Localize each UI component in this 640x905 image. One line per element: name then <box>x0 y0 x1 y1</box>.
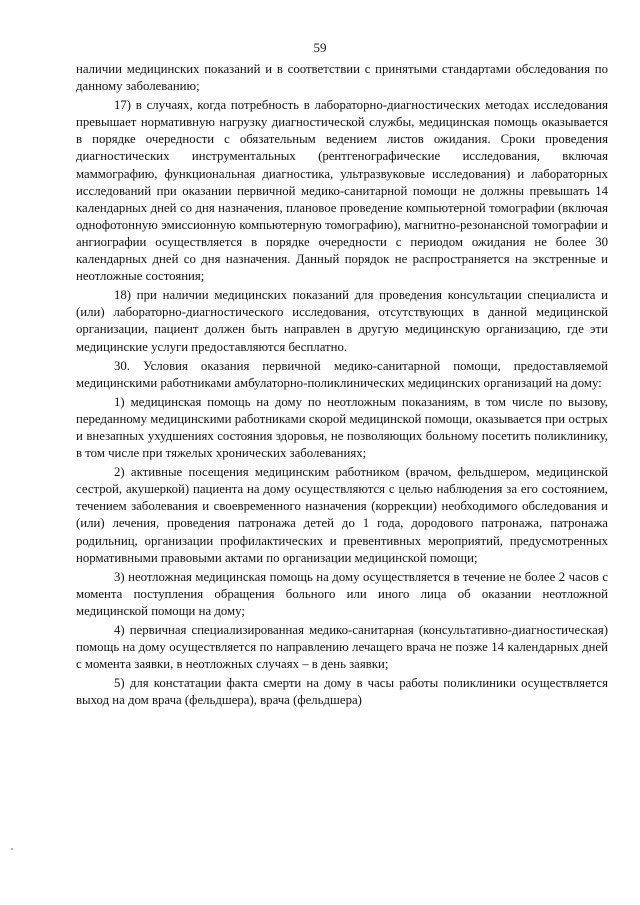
paragraph-section-30: 30. Условия оказания первичной медико-санитарной помощи, предоставляемой медицинскими работниками амбулаторно-поликлинических медицинских организаций на дому: <box>76 358 608 390</box>
body-text <box>76 61 608 711</box>
paragraph-item-4: 4) первичная специализированная медико-санитарная (консультативно-диагностическая) помощь на дому осуществляется по направлению лечащего врача не позже 14 календарных дней с момента заявки, в неотложных случаях – в день заявки; <box>76 623 608 672</box>
paragraph-item-2: 2) активные посещения медицинским работником (врачом, фельдшером, медицинской сестрой, акушеркой) пациента на дому осуществляются с целью наблюдения за его состоянием, течением заболевания и своевременного назначения (коррекции) необходимого обследования и (или) лечения, проведения патронажа детей до 1 года, дородового патронажа, патронажа родильниц, организации профилактических и превентивных мероприятий, предусмотренных нормативными правовыми актами по организации медицинской помощи; <box>76 465 608 565</box>
paragraph-item-5: 5) для констатации факта смерти на дому в часы работы поликлиники осуществляется выход на дом врача (фельдшера), врача (фельдшера) <box>76 676 608 708</box>
scan-speck <box>11 848 13 850</box>
page-number: 59 <box>313 40 327 55</box>
paragraph-continuation: наличии медицинских показаний и в соответствии с принятыми стандартами обследования по данному заболеванию; <box>76 62 608 94</box>
paragraph-item-18: 18) при наличии медицинских показаний для проведения консультации специалиста и (или) лабораторно-диагностического исследования, отсутствующих в данной медицинской организации, пациент должен быть направлен в другую медицинскую организацию, где эти медицинские услуги предоставляются бесплатно. <box>76 288 608 354</box>
paragraph-item-3: 3) неотложная медицинская помощь на дому осуществляется в течение не более 2 часов с момента поступления обращения больного или иного лица об оказании неотложной медицинской помощи на дому; <box>76 569 608 618</box>
paragraph-item-1: 1) медицинская помощь на дому по неотложным показаниям, в том числе по вызову, переданному медицинскими работниками скорой медицинской помощи, оказывается при острых и внезапных ухудшениях состояния здоровья, не позволяющих больному посетить поликлинику, в том числе при тяжелых хронических заболеваниях; <box>76 394 608 461</box>
paragraph-item-17: 17) в случаях, когда потребность в лабораторно-диагностических методах исследования превышает нормативную нагрузку диагностической службы, медицинская помощь оказывается в порядке очередности с обязательным ведением листов ожидания. Сроки проведения диагностических инструментальных (рентгенографические исследования, включая маммографию, функциональная диагностика, ультразвуковые исследования) и лабораторных исследований при оказании первичной медико-санитарной помощи не должны превышать 14 календарных дней со дня назначения, плановое проведение компьютерной томографии (включая однофотонную эмиссионную компьютерную томографию), магнитно-резонансной томографии и ангиографии осуществляется в порядке очередности с периодом ожидания не более 30 календарных дней со дня назначения. Данный порядок не распространяется на экстренные и неотложные состояния; <box>76 98 608 284</box>
